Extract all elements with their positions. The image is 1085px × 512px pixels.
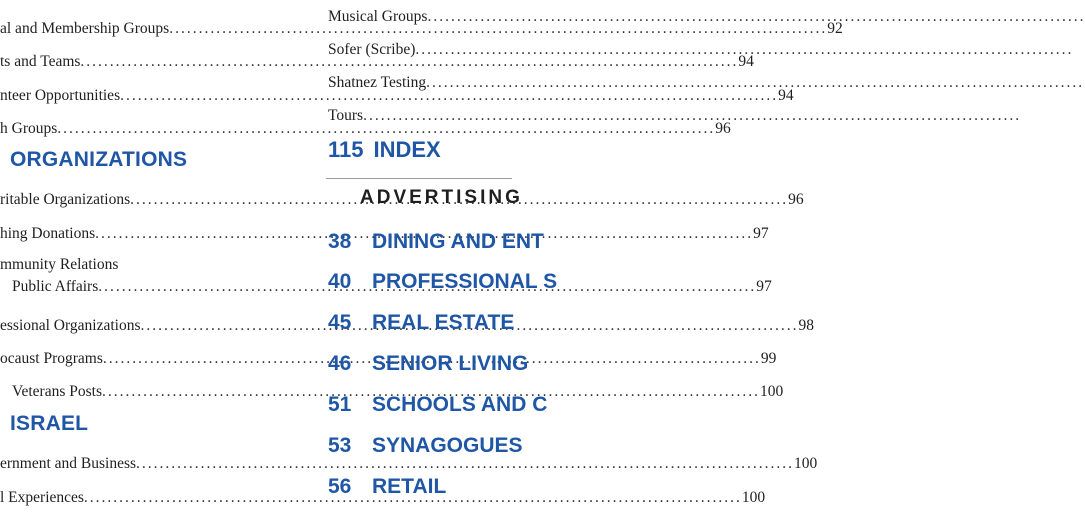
- advertising-item[interactable]: [328, 475, 512, 503]
- toc-entry-label-line2: Public Affairs: [12, 278, 99, 295]
- advertising-label: SYNAGOGUES: [372, 434, 523, 457]
- advertising-item[interactable]: [328, 311, 515, 339]
- advertising-page-number: 46: [328, 352, 352, 375]
- toc-entry-label: ocaust Programs: [0, 350, 103, 367]
- advertising-label: SCHOOLS AND C: [372, 393, 548, 416]
- toc-entry-page: 94: [778, 87, 794, 104]
- toc-entry-page: 100: [794, 455, 818, 472]
- section-heading-israel: ISRAEL: [10, 412, 89, 435]
- toc-entry-label: Musical Groups: [328, 8, 428, 25]
- advertising-item[interactable]: [328, 434, 523, 462]
- toc-entry-page: 96: [715, 120, 731, 137]
- advertising-page-number: 56: [328, 475, 352, 498]
- toc-entry-label: ts and Teams: [0, 53, 81, 70]
- toc-entry-label: al and Membership Groups: [0, 20, 170, 37]
- toc-entry[interactable]: [0, 447, 818, 473]
- toc-entry-label: Shatnez Testing: [328, 74, 427, 91]
- advertising-item[interactable]: [328, 393, 548, 421]
- toc-entry[interactable]: [0, 375, 784, 401]
- toc-entry-page: 100: [759, 383, 784, 400]
- toc-entry[interactable]: [326, 99, 512, 125]
- advertising-item[interactable]: [328, 230, 544, 258]
- advertising-label: DINING AND ENT: [372, 230, 544, 253]
- advertising-item[interactable]: [328, 352, 529, 380]
- dot-leader: [363, 107, 1021, 125]
- section-heading-organizations: ORGANIZATIONS: [10, 148, 188, 171]
- toc-entry-page: 99: [760, 350, 777, 367]
- toc-entry-label: hing Donations: [0, 225, 96, 242]
- advertising-label: RETAIL: [372, 475, 447, 498]
- advertising-page-number: 53: [328, 434, 352, 457]
- dot-leader: [427, 8, 1085, 26]
- toc-entry-page: 94: [738, 53, 754, 70]
- toc-entry-page: 100: [741, 489, 766, 506]
- toc-entry-label: Tours: [328, 107, 364, 124]
- toc-entry[interactable]: [326, 66, 512, 92]
- dot-leader: [426, 74, 1084, 92]
- toc-entry-page: 98: [798, 317, 814, 334]
- advertising-page-number: 40: [328, 270, 352, 293]
- toc-entry-label: l Experiences: [0, 489, 84, 506]
- advertising-label: PROFESSIONAL S: [372, 270, 558, 293]
- toc-entry-page: 92: [827, 20, 843, 37]
- toc-entry[interactable]: [326, 0, 512, 26]
- toc-entry-label: Veterans Posts: [12, 383, 102, 400]
- toc-entry-page: 97: [753, 225, 769, 242]
- index-label: INDEX: [373, 137, 441, 162]
- index-page-number: 115: [328, 137, 364, 162]
- toc-entry-label: essional Organizations: [0, 317, 141, 334]
- advertising-item[interactable]: [328, 270, 558, 298]
- advertising-label: REAL ESTATE: [372, 311, 515, 334]
- advertising-page-number: 51: [328, 393, 352, 416]
- toc-entry-page: 96: [788, 191, 804, 208]
- toc-entry-label: Sofer (Scribe): [328, 41, 416, 58]
- toc-entry-label: ritable Organizations: [0, 191, 131, 208]
- advertising-heading: ADVERTISING: [360, 187, 523, 208]
- toc-entry-page: 97: [756, 278, 772, 295]
- advertising-page-number: 38: [328, 230, 352, 253]
- toc-entry-label: nteer Opportunities: [0, 87, 121, 104]
- divider: [326, 178, 512, 179]
- toc-entry-label-line1: mmunity Relations: [0, 256, 119, 273]
- toc-entry[interactable]: [326, 33, 512, 59]
- advertising-label: SENIOR LIVING: [372, 352, 529, 375]
- dot-leader: [415, 41, 1073, 59]
- toc-entry-label: h Groups: [0, 120, 58, 137]
- toc-entry-label: ernment and Business: [0, 455, 137, 472]
- index-heading[interactable]: [328, 137, 441, 163]
- advertising-page-number: 45: [328, 311, 352, 334]
